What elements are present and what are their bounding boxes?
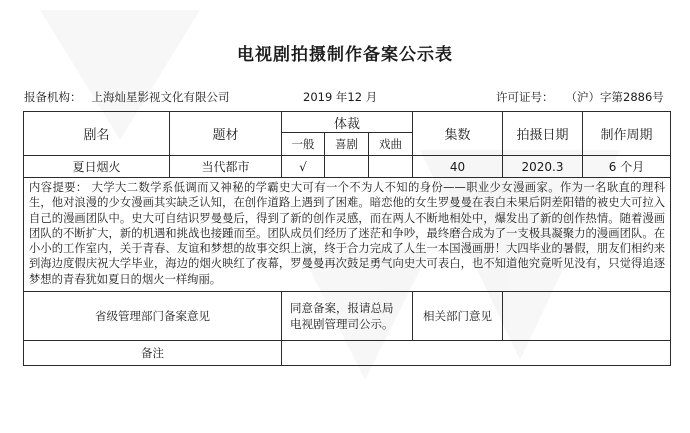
header-shoot-date: 拍摄日期	[503, 112, 583, 156]
related-label: 相关部门意见	[413, 292, 503, 341]
header-genre-opera: 戏曲	[369, 133, 413, 156]
license-label: 许可证号：	[496, 90, 554, 104]
org-label: 报备机构：	[24, 90, 82, 104]
cell-shoot-date: 2020.3	[503, 156, 583, 178]
filing-table	[23, 111, 671, 366]
license-value: （沪）字第2886号	[565, 90, 664, 104]
license-info	[496, 89, 664, 105]
header-title: 剧名	[24, 112, 170, 156]
related-opinion	[503, 292, 671, 341]
table-row	[24, 156, 671, 178]
provincial-label: 省级管理部门备案意见	[24, 292, 282, 341]
cell-episodes: 40	[413, 156, 503, 178]
page-title: 电视剧拍摄制作备案公示表	[237, 45, 453, 65]
cell-genre-general: √	[282, 156, 325, 178]
cell-title: 夏日烟火	[24, 156, 170, 178]
cell-genre-comedy	[325, 156, 369, 178]
header-genre: 体裁	[282, 112, 413, 133]
header-genre-general: 一般	[282, 133, 325, 156]
cell-genre-opera	[369, 156, 413, 178]
header-subject: 题材	[170, 112, 282, 156]
report-date: 2019 年12 月	[303, 90, 378, 104]
synopsis-cell	[24, 178, 671, 292]
header-episodes: 集数	[413, 112, 503, 156]
header-genre-comedy: 喜剧	[325, 133, 369, 156]
org-info	[24, 89, 230, 105]
org-value: 上海灿星影视文化有限公司	[91, 90, 230, 104]
remark-value	[282, 341, 671, 366]
cell-production-period: 6 个月	[583, 156, 671, 178]
header-production-period: 制作周期	[583, 112, 671, 156]
provincial-opinion: 同意备案，报请总局电视剧管理司公示。	[282, 292, 413, 341]
remark-label: 备注	[24, 341, 282, 366]
cell-subject: 当代都市	[170, 156, 282, 178]
synopsis-text: 内容提要： 大学大二数学系低调而又神秘的学霸史大可有一个不为人不知的身份——职业少女漫画家。作为一名耿直的理科生，他对浪漫的少女漫画其实缺乏认知，在创作道路上遇到了困难。暗恋他的女生罗曼曼在表白未果后阴差阳错的被史大可拉入自己的漫画团队中。史大可自结识罗曼曼后，得到了新的创作灵感，而在两人不断地相处中，爆发出了新的创作热情。随着漫画团队的不断扩大，新的机遇和挑战也接踵而至。团队成员们经历了迷茫和争吵，最终磨合成为了一支极具凝聚力的漫画团队。在小小的工作室内，关于青春、友谊和梦想的故事交织上演，终于合力完成了人生一本国漫画册！大四毕业的暑假，朋友们相约来到海边度假庆祝大学毕业，海边的烟火映红了夜幕，罗曼曼再次鼓足勇气向史大可表白，也不知道他究竟听见没有，只觉得追逐梦想的青春犹如夏日的烟火一样绚丽。	[29, 181, 666, 286]
